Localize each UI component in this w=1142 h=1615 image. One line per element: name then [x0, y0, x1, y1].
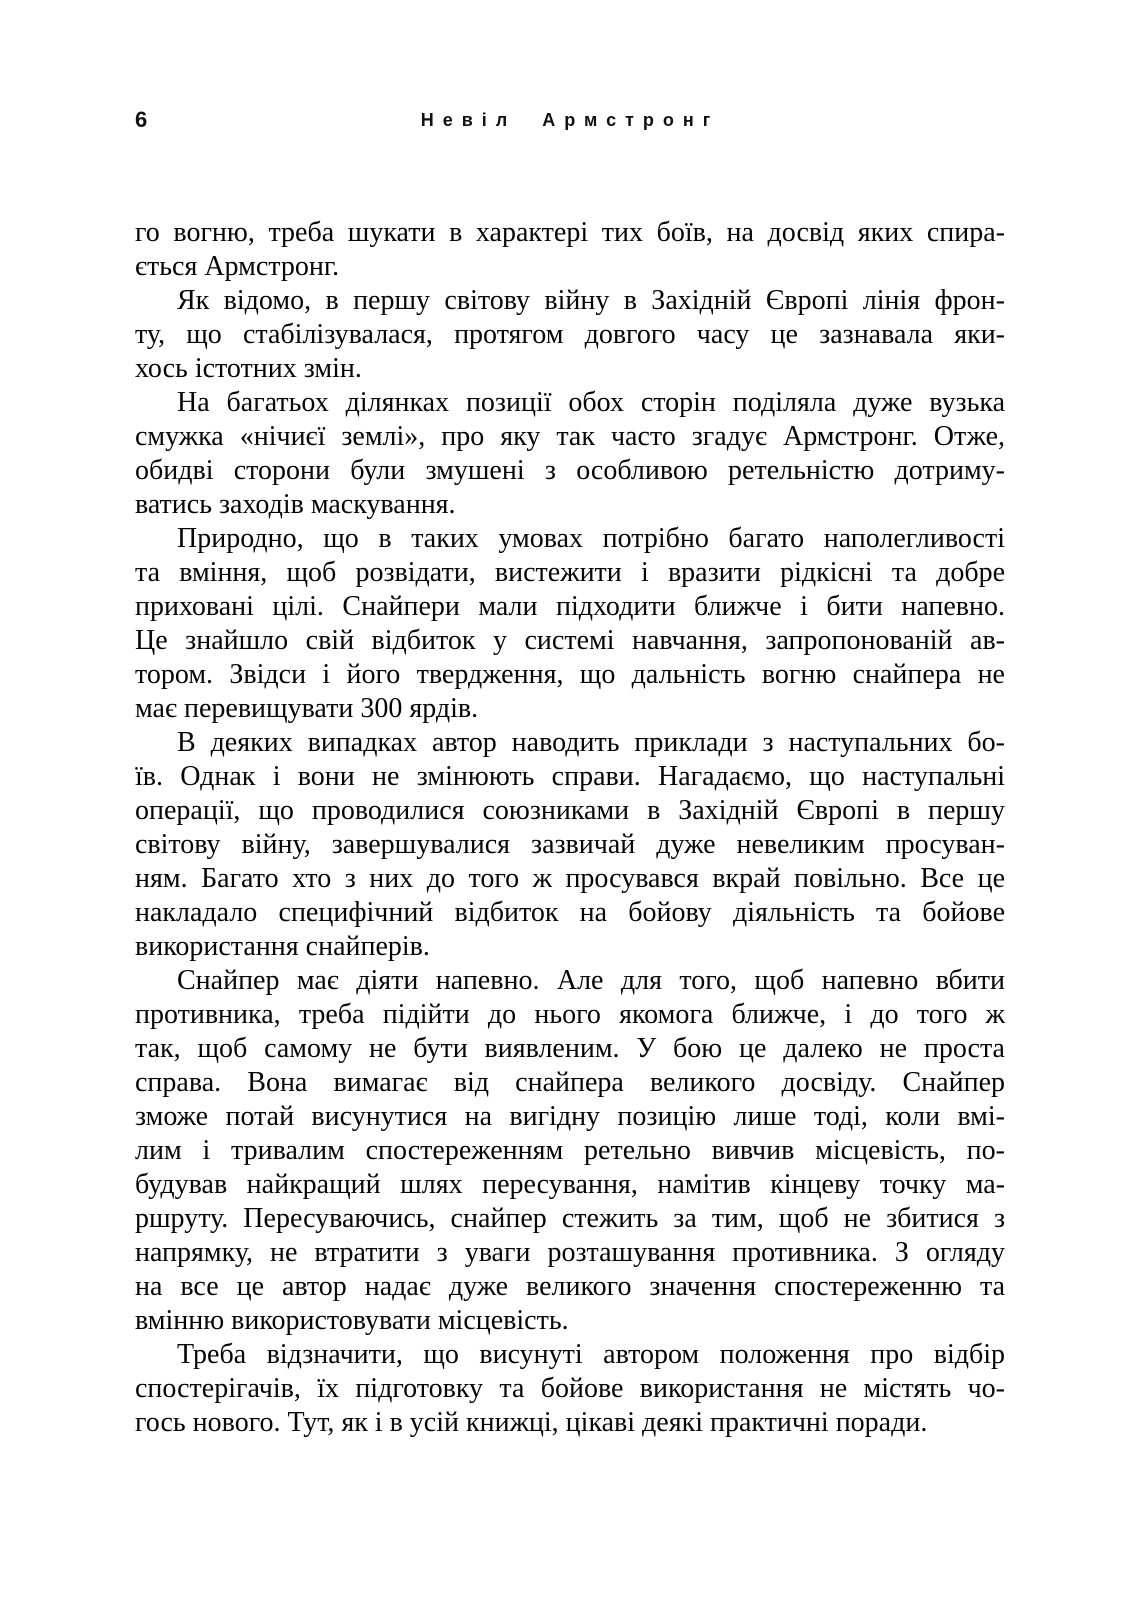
paragraph: [135, 284, 1005, 386]
text-line: Це знайшло свій відбиток у системі навчання, запропонованій ав-: [135, 625, 1005, 656]
text-line: Треба відзначити, що висунуті автором положення про відбір: [177, 1339, 1005, 1370]
paragraph: [135, 386, 1005, 522]
text-line: будував найкращий шлях пересування, намітив кінцеву точку ма-: [135, 1169, 1005, 1200]
text-line: напрямку, не втратити з уваги розташування противника. З огляду: [135, 1237, 1005, 1268]
text-line: зможе потай висунутися на вигідну позицію лише тоді, коли вмі-: [135, 1101, 1005, 1132]
text-line: Снайпер має діяти напевно. Але для того, щоб напевно вбити: [177, 965, 1005, 996]
text-line: ється Армстронг.: [135, 251, 340, 282]
page-number: 6: [135, 107, 148, 132]
text-line: Природно, що в таких умовах потрібно багато наполегливості: [177, 523, 1005, 554]
text-line: го вогню, треба шукати в характері тих боїв, на досвід яких спира-: [135, 217, 1005, 248]
text-line: Як відомо, в першу світову війну в Західній Європі лінія фрон-: [177, 285, 1005, 316]
text-line: В деяких випадках автор наводить приклади з наступальних бо-: [177, 727, 1005, 758]
text-line: та вміння, щоб розвідати, вистежити і вразити рідкісні та добре: [135, 557, 1005, 588]
text-line: гось нового. Тут, як і в усій книжці, цікаві деякі практичні поради.: [135, 1407, 928, 1438]
page-header: [135, 107, 1005, 132]
paragraph: [135, 726, 1005, 964]
paragraph: [135, 216, 1005, 284]
text-line: операції, що проводилися союзниками в Західній Європі в першу: [135, 795, 1005, 826]
text-line: так, щоб самому не бути виявленим. У бою це далеко не проста: [135, 1033, 1005, 1064]
text-line: використання снайперів.: [135, 931, 430, 962]
text-line: на все це автор надає дуже великого значення спостереженню та: [135, 1271, 1005, 1302]
text-line: ршруту. Пересуваючись, снайпер стежить за тим, щоб не збитися з: [135, 1203, 1005, 1234]
paragraph: [135, 522, 1005, 726]
text-line: ватись заходів маскування.: [135, 489, 456, 520]
text-line: світову війну, завершувалися зазвичай дуже невеликим просуван-: [135, 829, 1005, 860]
text-line: смужка «нічиєї землі», про яку так часто згадує Армстронг. Отже,: [135, 421, 1005, 452]
text-line: справа. Вона вимагає від снайпера великого досвіду. Снайпер: [135, 1067, 1005, 1098]
paragraph: [135, 1338, 1005, 1440]
text-line: вмінню використовувати місцевість.: [135, 1305, 569, 1336]
paragraph: [135, 964, 1005, 1338]
text-line: ням. Багато хто з них до того ж просувався вкрай повільно. Все це: [135, 863, 1005, 894]
text-line: тором. Звідси і його твердження, що дальність вогню снайпера не: [135, 659, 1005, 690]
text-line: обидві сторони були змушені з особливою ретельністю дотриму-: [135, 455, 1005, 486]
text-line: має перевищувати 300 ярдів.: [135, 693, 479, 724]
text-line: противника, треба підійти до нього якомога ближче, і до того ж: [135, 999, 1005, 1030]
text-line: приховані цілі. Снайпери мали підходити ближче і бити напевно.: [135, 591, 1005, 622]
text-line: хось істотних змін.: [135, 353, 362, 384]
running-head-title: Невіл Армстронг: [420, 110, 720, 130]
text-line: На багатьох ділянках позиції обох сторін поділяла дуже вузька: [177, 387, 1005, 418]
text-line: лим і тривалим спостереженням ретельно вивчив місцевість, по-: [135, 1135, 1005, 1166]
text-line: їв. Однак і вони не змінюють справи. Нагадаємо, що наступальні: [135, 761, 1005, 792]
text-line: спостерігачів, їх підготовку та бойове використання не містять чо-: [135, 1373, 1005, 1404]
page-body: [135, 216, 1005, 1440]
text-line: ту, що стабілізувалася, протягом довгого часу це зазнавала яки-: [135, 319, 1005, 350]
text-line: накладало специфічний відбиток на бойову діяльність та бойове: [135, 897, 1005, 928]
